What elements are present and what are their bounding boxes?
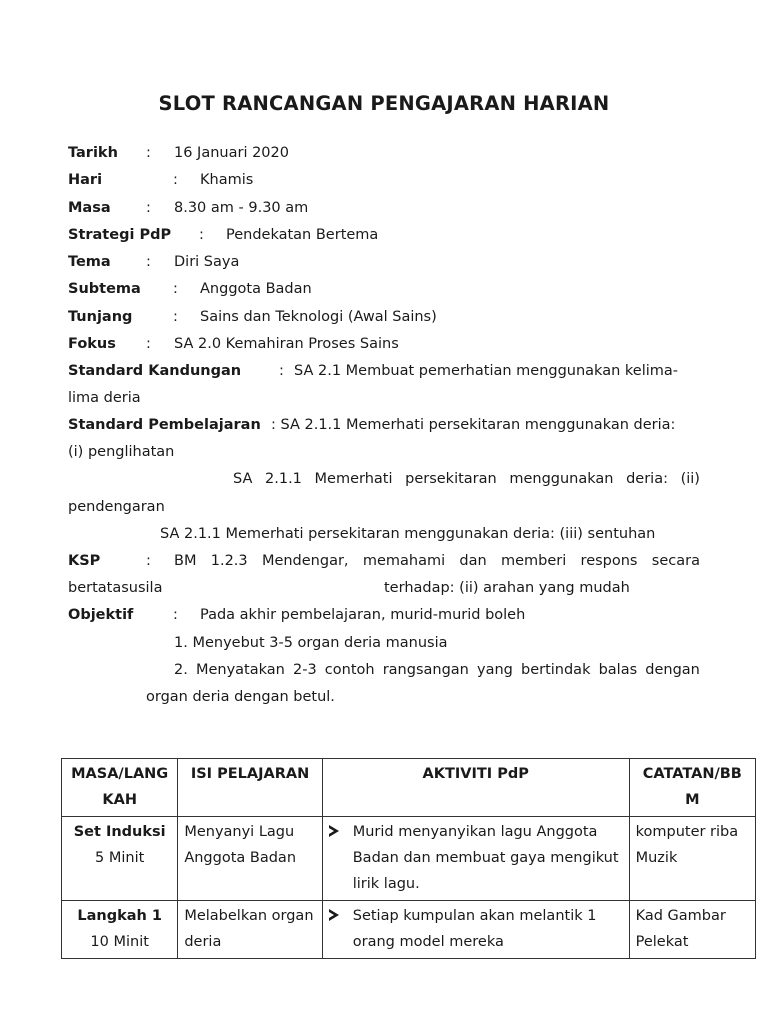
fokus-colon: : [146,336,151,352]
masa-colon: : [146,200,151,216]
tunjang-label: Tunjang [68,309,133,325]
objektif-item2-word: Menyatakan [195,662,285,678]
hari-value: Khamis [200,172,254,188]
masa-value: 8.30 am - 9.30 am [174,200,309,216]
table-header-row [62,759,756,817]
sp-line3-word: Memerhati [314,471,393,487]
arrow-bullet-icon [329,909,339,921]
ksp-line2a: bertatasusila [68,580,163,596]
tema-value: Diri Saya [174,254,240,270]
strategi-colon: : [199,227,204,243]
activity-text: Setiap kumpulan akan melantik 1 orang model mereka [352,908,597,950]
sp-line3-word: (ii) [680,471,700,487]
cell-masa [62,901,178,959]
table-row [62,901,756,959]
objektif-item2-word: balas [598,662,638,678]
ksp-line1-word: 1.2.3 [210,553,248,569]
sk-value-line2: lima deria [68,390,141,406]
cell-masa [62,817,178,901]
header-masa: MASA/LANG KAH [62,759,178,817]
subtema-colon: : [173,281,178,297]
objektif-item2-word: 2-3 [292,662,317,678]
tema-colon: : [146,254,151,270]
ksp-line1 [174,551,700,571]
objektif-item2-word: dengan [645,662,700,678]
objektif-item2-word: bertindak [520,662,591,678]
sp-line1: : SA 2.1.1 Memerhati persekitaran menggunakan deria: [271,417,676,433]
sp-line3-word: persekitaran [405,471,497,487]
sp-line3-word: 2.1.1 [265,471,302,487]
objektif-item2 [174,660,700,680]
sp-line2: (i) penglihatan [68,444,175,460]
sp-line3-word: deria: [626,471,668,487]
cell-aktiviti [322,901,629,959]
objektif-item2-word: rangsangan [382,662,469,678]
tarikh-colon: : [146,145,151,161]
tunjang-value: Sains dan Teknologi (Awal Sains) [200,309,437,325]
cell-isi: Menyanyi Lagu Anggota Badan [178,817,322,901]
step-title: Set Induksi [73,824,166,840]
activity-item [329,819,623,897]
strategi-value: Pendekatan Bertema [226,227,379,243]
cell-catatan: komputer riba Muzik [629,817,755,901]
sk-value-line1: SA 2.1 Membuat pemerhatian menggunakan kelima- [294,363,678,379]
step-time: 5 Minit [95,850,145,866]
cell-catatan: Kad Gambar Pelekat [629,901,755,959]
strategi-label: Strategi PdP [68,227,172,243]
objektif-label: Objektif [68,607,134,623]
tarikh-label: Tarikh [68,145,118,161]
ksp-line1-word: Mendengar, [261,553,349,569]
arrow-bullet-icon [329,825,339,837]
sp-line3-word: menggunakan [509,471,614,487]
objektif-intro: Pada akhir pembelajaran, murid-murid boleh [200,607,526,623]
ksp-line2b: terhadap: (ii) arahan yang mudah [384,580,630,596]
sp-line4: pendengaran [68,499,165,515]
sp-line3-word: SA [233,471,253,487]
step-title: Langkah 1 [77,908,162,924]
ksp-line1-word: BM [174,553,197,569]
table-row [62,817,756,901]
sp-line3 [233,469,700,489]
tema-label: Tema [68,254,111,270]
cell-aktiviti [322,817,629,901]
fokus-value: SA 2.0 Kemahiran Proses Sains [174,336,399,352]
masa-label: Masa [68,200,111,216]
objektif-item2-word: contoh [324,662,375,678]
ksp-line1-word: memahami [362,553,446,569]
objektif-item2-cont: organ deria dengan betul. [146,689,335,705]
subtema-label: Subtema [68,281,141,297]
header-catatan: CATATAN/BB M [629,759,755,817]
fokus-label: Fokus [68,336,116,352]
sp-line5: SA 2.1.1 Memerhati persekitaran menggunakan deria: (iii) sentuhan [160,526,656,542]
lesson-table [61,758,756,959]
ksp-label: KSP [68,553,101,569]
sk-label: Standard Kandungan [68,363,242,379]
ksp-line1-word: respons [580,553,638,569]
subtema-value: Anggota Badan [200,281,312,297]
sp-label: Standard Pembelajaran [68,417,261,433]
tarikh-value: 16 Januari 2020 [174,145,289,161]
header-aktiviti: AKTIVITI PdP [322,759,629,817]
activity-item [329,903,623,955]
hari-label: Hari [68,172,103,188]
ksp-line1-word: dan [459,553,487,569]
cell-isi: Melabelkan organ deria [178,901,322,959]
tunjang-colon: : [173,309,178,325]
objektif-item1: 1. Menyebut 3-5 organ deria manusia [174,635,448,651]
hari-colon: : [173,172,178,188]
ksp-line1-word: secara [651,553,700,569]
document-title: SLOT RANCANGAN PENGAJARAN HARIAN [158,92,610,115]
header-isi: ISI PELAJARAN [178,759,322,817]
sk-colon: : [279,363,284,379]
activity-text: Murid menyanyikan lagu Anggota Badan dan membuat gaya mengikut lirik lagu. [352,824,619,892]
objektif-item2-word: 2. [174,662,188,678]
step-time: 10 Minit [90,934,149,950]
ksp-colon: : [146,553,151,569]
ksp-line1-word: memberi [500,553,567,569]
objektif-item2-word: yang [476,662,513,678]
objektif-colon: : [173,607,178,623]
